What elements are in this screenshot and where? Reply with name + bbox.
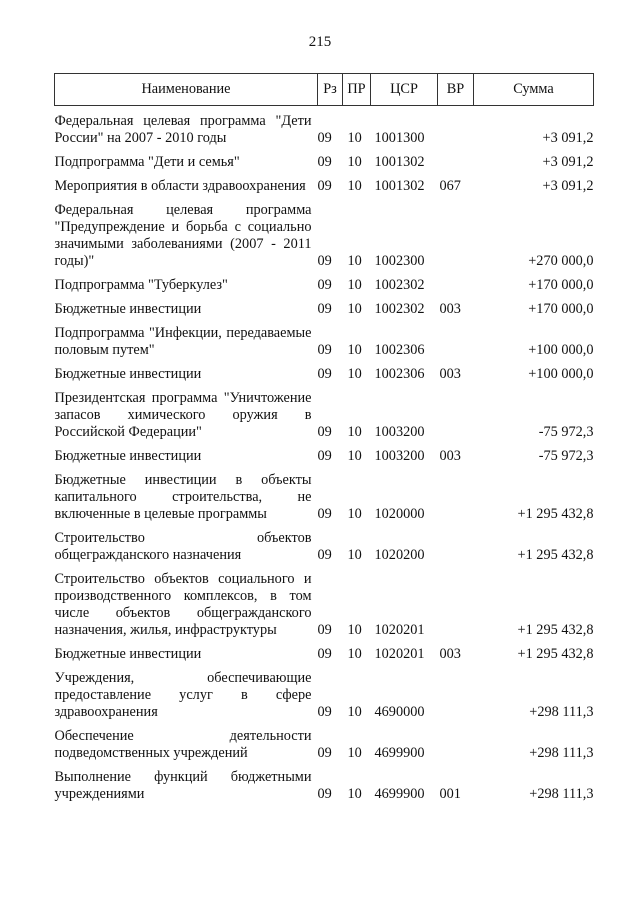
cell-pr: 10 — [347, 253, 362, 269]
cell-csr: 1020000 — [374, 506, 425, 522]
cell-rz: 09 — [317, 424, 332, 440]
table-row — [55, 171, 594, 195]
header-pr: ПР — [343, 74, 371, 106]
cell-name: Бюджетные инвестиции — [54, 366, 202, 382]
cell-csr: 1002306 — [374, 366, 425, 382]
cell-name: Строительство объектов общегражданского назначения — [54, 530, 312, 563]
cell-rz: 09 — [317, 154, 332, 170]
cell-csr: 1002300 — [374, 253, 425, 269]
cell-csr: 4699900 — [374, 786, 425, 802]
cell-vr: 003 — [439, 301, 461, 317]
cell-csr: 1003200 — [374, 448, 425, 464]
cell-pr: 10 — [347, 178, 362, 194]
cell-rz: 09 — [317, 547, 332, 563]
header-rz: Рз — [318, 74, 343, 106]
cell-csr: 1001300 — [374, 130, 425, 146]
cell-name: Строительство объектов социального и производственного комплексов, в том числе объектов общегражданского назначения, жилья, инфраструктуры — [54, 571, 312, 638]
cell-pr: 10 — [347, 622, 362, 638]
cell-sum: +1 295 432,8 — [517, 622, 594, 638]
table-header — [55, 74, 594, 106]
cell-vr — [438, 663, 474, 721]
cell-pr: 10 — [347, 745, 362, 761]
cell-sum: +3 091,2 — [542, 130, 594, 146]
cell-rz: 09 — [317, 130, 332, 146]
cell-pr: 10 — [347, 448, 362, 464]
table-row — [55, 318, 594, 359]
cell-name: Выполнение функций бюджетными учреждениями — [54, 769, 312, 802]
cell-pr: 10 — [347, 646, 362, 662]
cell-name: Учреждения, обеспечивающие предоставление услуг в сфере здравоохранения — [54, 670, 312, 720]
cell-sum: +298 111,3 — [529, 786, 594, 802]
cell-rz: 09 — [317, 506, 332, 522]
cell-csr: 1002306 — [374, 342, 425, 358]
cell-vr — [438, 465, 474, 523]
table-row — [55, 270, 594, 294]
cell-csr: 1001302 — [374, 154, 425, 170]
table-row — [55, 383, 594, 441]
cell-vr: 003 — [439, 448, 461, 464]
cell-pr: 10 — [347, 506, 362, 522]
cell-sum: +1 295 432,8 — [517, 547, 594, 563]
cell-pr: 10 — [347, 547, 362, 563]
table-row — [55, 721, 594, 762]
cell-rz: 09 — [317, 704, 332, 720]
cell-sum: +170 000,0 — [528, 277, 594, 293]
cell-pr: 10 — [347, 366, 362, 382]
cell-csr: 1003200 — [374, 424, 425, 440]
cell-sum: -75 972,3 — [538, 448, 594, 464]
cell-name: Подпрограмма "Инфекции, передаваемые половым путем" — [54, 325, 312, 358]
cell-rz: 09 — [317, 301, 332, 317]
cell-vr: 003 — [439, 366, 461, 382]
cell-pr: 10 — [347, 130, 362, 146]
cell-name: Бюджетные инвестиции — [54, 646, 202, 662]
cell-name: Бюджетные инвестиции — [54, 448, 202, 464]
cell-rz: 09 — [317, 745, 332, 761]
cell-vr — [438, 318, 474, 359]
cell-vr — [438, 523, 474, 564]
cell-sum: +1 295 432,8 — [517, 506, 594, 522]
cell-name: Мероприятия в области здравоохранения — [54, 178, 306, 194]
cell-rz: 09 — [317, 253, 332, 269]
cell-rz: 09 — [317, 448, 332, 464]
cell-rz: 09 — [317, 622, 332, 638]
cell-vr — [438, 147, 474, 171]
header-vr: ВР — [438, 74, 474, 106]
cell-pr: 10 — [347, 786, 362, 802]
cell-csr: 1001302 — [374, 178, 425, 194]
table-row — [55, 359, 594, 383]
cell-name: Бюджетные инвестиции — [54, 301, 202, 317]
cell-sum: +298 111,3 — [529, 704, 594, 720]
budget-table — [54, 73, 594, 803]
cell-vr — [438, 564, 474, 639]
cell-pr: 10 — [347, 424, 362, 440]
cell-rz: 09 — [317, 366, 332, 382]
cell-vr — [438, 270, 474, 294]
cell-rz: 09 — [317, 277, 332, 293]
cell-vr — [438, 195, 474, 270]
cell-sum: +100 000,0 — [528, 342, 594, 358]
cell-pr: 10 — [347, 154, 362, 170]
cell-vr: 003 — [439, 646, 461, 662]
cell-csr: 1002302 — [374, 277, 425, 293]
cell-csr: 1020200 — [374, 547, 425, 563]
cell-csr: 1020201 — [374, 646, 425, 662]
table-row — [55, 523, 594, 564]
cell-sum: +298 111,3 — [529, 745, 594, 761]
header-sum: Сумма — [474, 74, 594, 106]
cell-pr: 10 — [347, 277, 362, 293]
table-row — [55, 465, 594, 523]
cell-sum: +170 000,0 — [528, 301, 594, 317]
header-name: Наименование — [55, 74, 318, 106]
cell-name: Федеральная целевая программа "Предупреждение и борьба с социально значимыми заболеваниями (2007 - 2011 годы)" — [54, 202, 312, 269]
cell-rz: 09 — [317, 786, 332, 802]
table-row — [55, 441, 594, 465]
cell-name: Обеспечение деятельности подведомственных учреждений — [54, 728, 312, 761]
cell-rz: 09 — [317, 342, 332, 358]
table-row — [55, 663, 594, 721]
cell-name: Подпрограмма "Туберкулез" — [54, 277, 228, 293]
cell-vr — [438, 721, 474, 762]
cell-sum: +100 000,0 — [528, 366, 594, 382]
cell-vr: 001 — [439, 786, 461, 802]
cell-rz: 09 — [317, 646, 332, 662]
cell-csr: 4699900 — [374, 745, 425, 761]
cell-vr: 067 — [439, 178, 461, 194]
cell-name: Бюджетные инвестиции в объекты капитального строительства, не включенные в целевые программы — [54, 472, 312, 522]
cell-csr: 1020201 — [374, 622, 425, 638]
cell-sum: +3 091,2 — [542, 154, 594, 170]
cell-vr — [438, 106, 474, 148]
table-row — [55, 639, 594, 663]
cell-csr: 4690000 — [374, 704, 425, 720]
cell-sum: +3 091,2 — [542, 178, 594, 194]
header-csr: ЦСР — [371, 74, 438, 106]
table-row — [55, 106, 594, 148]
cell-csr: 1002302 — [374, 301, 425, 317]
table-row — [55, 147, 594, 171]
cell-name: Президентская программа "Уничтожение запасов химического оружия в Российской Федерации" — [54, 390, 312, 440]
page-number: 215 — [308, 34, 332, 50]
table-row — [55, 762, 594, 803]
cell-pr: 10 — [347, 342, 362, 358]
cell-pr: 10 — [347, 704, 362, 720]
table-row — [55, 195, 594, 270]
cell-name: Федеральная целевая программа "Дети России" на 2007 - 2010 годы — [54, 113, 312, 146]
cell-vr — [438, 383, 474, 441]
cell-sum: +1 295 432,8 — [517, 646, 594, 662]
cell-sum: -75 972,3 — [538, 424, 594, 440]
cell-pr: 10 — [347, 301, 362, 317]
table-row — [55, 564, 594, 639]
cell-name: Подпрограмма "Дети и семья" — [54, 154, 240, 170]
cell-sum: +270 000,0 — [528, 253, 594, 269]
cell-rz: 09 — [317, 178, 332, 194]
table-row — [55, 294, 594, 318]
